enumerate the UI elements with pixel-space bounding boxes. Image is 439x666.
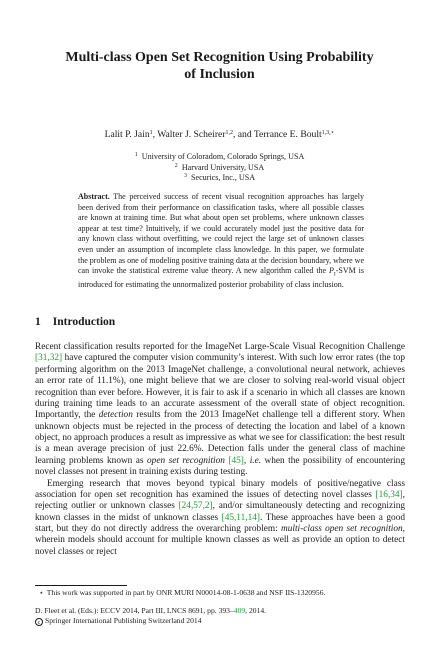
text-run: , <box>243 455 250 466</box>
text-run: have captured the computer vision community’s interest. With such low error rates (the top performing algorithm on the 2013 ImageNet challenge, a convolutional neural network, achieves an error rate of 11.1%), one might believe that we are closer to solving real-world visual object recognition than ever before. However, it is fair to ask if a scenario in which all classes are known during training time leads to an accurate assessment of the overall state of object recognition. Importantly, the <box>35 353 405 421</box>
text-run: , 2014. <box>245 606 267 615</box>
pi-svm-symbol: P <box>329 266 334 276</box>
author-affil-mark: 1,2 <box>225 130 233 136</box>
affil-number: 2 <box>174 162 178 169</box>
citation-link[interactable]: [45,11,14] <box>221 512 260 523</box>
abstract-text: The perceived success of recent visual recognition approaches has largely been derived from their performance on classification tasks, where all possible classes are known at training time. But what about open set problems, where unknown classes appear at test time? Intuitively, if we could accurately model just the positive data for any known class without overfitting, we could reject the large set of unknown classes even under an assumption of incomplete class knowledge. In this paper, we formulate the problem as one of modeling positive training data at the decision boundary, where we can invoke the statistical extreme value theory. A new algorithm called the <box>78 192 364 276</box>
title-line-1: Multi-class Open Set Recognition Using Probability <box>65 50 374 65</box>
affil-text: Harvard University, USA <box>181 162 265 172</box>
author-name: Lalit P. Jain <box>104 129 150 140</box>
publication-line <box>35 606 405 616</box>
copyright-icon: c <box>35 618 43 626</box>
author-separator: , and <box>232 129 254 140</box>
author-affil-mark: 1,3,⋆ <box>321 130 335 136</box>
affiliation <box>0 152 439 163</box>
body-text <box>35 342 405 558</box>
footnote-rule <box>35 585 127 586</box>
text-run: . These approaches have been a good start, but they do not directly address the overarching problem: <box>35 512 406 534</box>
citation-link[interactable]: [24,57,2] <box>178 501 213 512</box>
affil-number: 1 <box>134 152 138 158</box>
author-name: Walter J. Scheirer <box>157 129 226 140</box>
abstract <box>78 192 364 291</box>
paragraph <box>35 342 405 479</box>
footnote-mark: ⋆ <box>39 588 44 597</box>
publication-info <box>35 606 405 626</box>
affil-number: 3 <box>183 173 187 179</box>
affil-text: University of Coloradom, Colorado Springs, USA <box>141 152 305 161</box>
affiliation <box>0 173 439 184</box>
author-affil-mark: 1 <box>149 130 153 136</box>
section-title: Introduction <box>52 316 116 328</box>
citation-link[interactable]: [45] <box>228 455 244 466</box>
affil-text: Securics, Inc., USA <box>190 173 256 182</box>
text-run: , wherein models should account for multiple known classes as well as provide an option to detect novel classes or reject <box>35 524 405 557</box>
text-run: D. Fleet et al. (Eds.): ECCV 2014, Part III, LNCS 8691, pp. 393– <box>35 606 234 615</box>
abstract-label: Abstract. <box>78 192 110 201</box>
copyright-text: Springer International Publishing Switzerland 2014 <box>45 616 202 625</box>
emphasis: i.e. <box>249 455 262 466</box>
text-run: Recent classification results reported for the ImageNet Large-Scale Visual Recognition Challenge <box>35 342 405 352</box>
paragraph <box>35 479 405 559</box>
text-run: when the possibility of encountering novel classes not present in training exists during testing. <box>35 455 405 478</box>
citation-link[interactable]: [31,32] <box>35 353 63 364</box>
author-name: Terrance E. Boult <box>253 129 322 140</box>
section-number: 1 <box>35 316 41 328</box>
footnote <box>35 588 405 598</box>
abstract-text-end: -SVM is introduced for estimating the unnormalized posterior probability of class inclusion. <box>78 266 364 290</box>
title-line-2: of Inclusion <box>184 67 255 82</box>
affiliation-list <box>0 152 439 184</box>
text-run: Emerging research that moves beyond typical binary models of positive/negative class association for open set recognition has examined the issues of detecting novel classes <box>35 478 405 500</box>
author-list <box>0 129 439 140</box>
pi-svm-subscript: I <box>333 271 336 278</box>
section-heading <box>35 316 115 328</box>
copyright-line <box>35 616 405 626</box>
author-separator: , <box>152 129 158 140</box>
emphasis: detection <box>98 410 133 421</box>
text-run: results from the 2013 ImageNet challenge tell a different story. When unknown objects must be rejected in the process of detecting the location and label of a known object, no approach produces a result as impressive as what we see for classification: the best result is a mean average precision of just 22.6%. Detection falls under the general class of machine learning problems known as <box>35 410 406 466</box>
footnote-text: This work was supported in part by ONR MURI N00014-08-1-0638 and NSF IIS-1320956. <box>46 588 326 597</box>
emphasis: open set recognition <box>147 455 225 466</box>
text-run: , and/or simultaneously detecting and recognizing known classes in the midst of unknown classes <box>35 501 406 523</box>
citation-link[interactable]: [16,34] <box>375 489 403 500</box>
paper-title <box>0 49 439 83</box>
text-run: , rejecting outlier or unknown classes <box>35 489 405 512</box>
affiliation <box>0 163 439 174</box>
page-range-link[interactable]: 409 <box>233 606 246 615</box>
emphasis: multi-class open set recognition <box>281 524 403 534</box>
